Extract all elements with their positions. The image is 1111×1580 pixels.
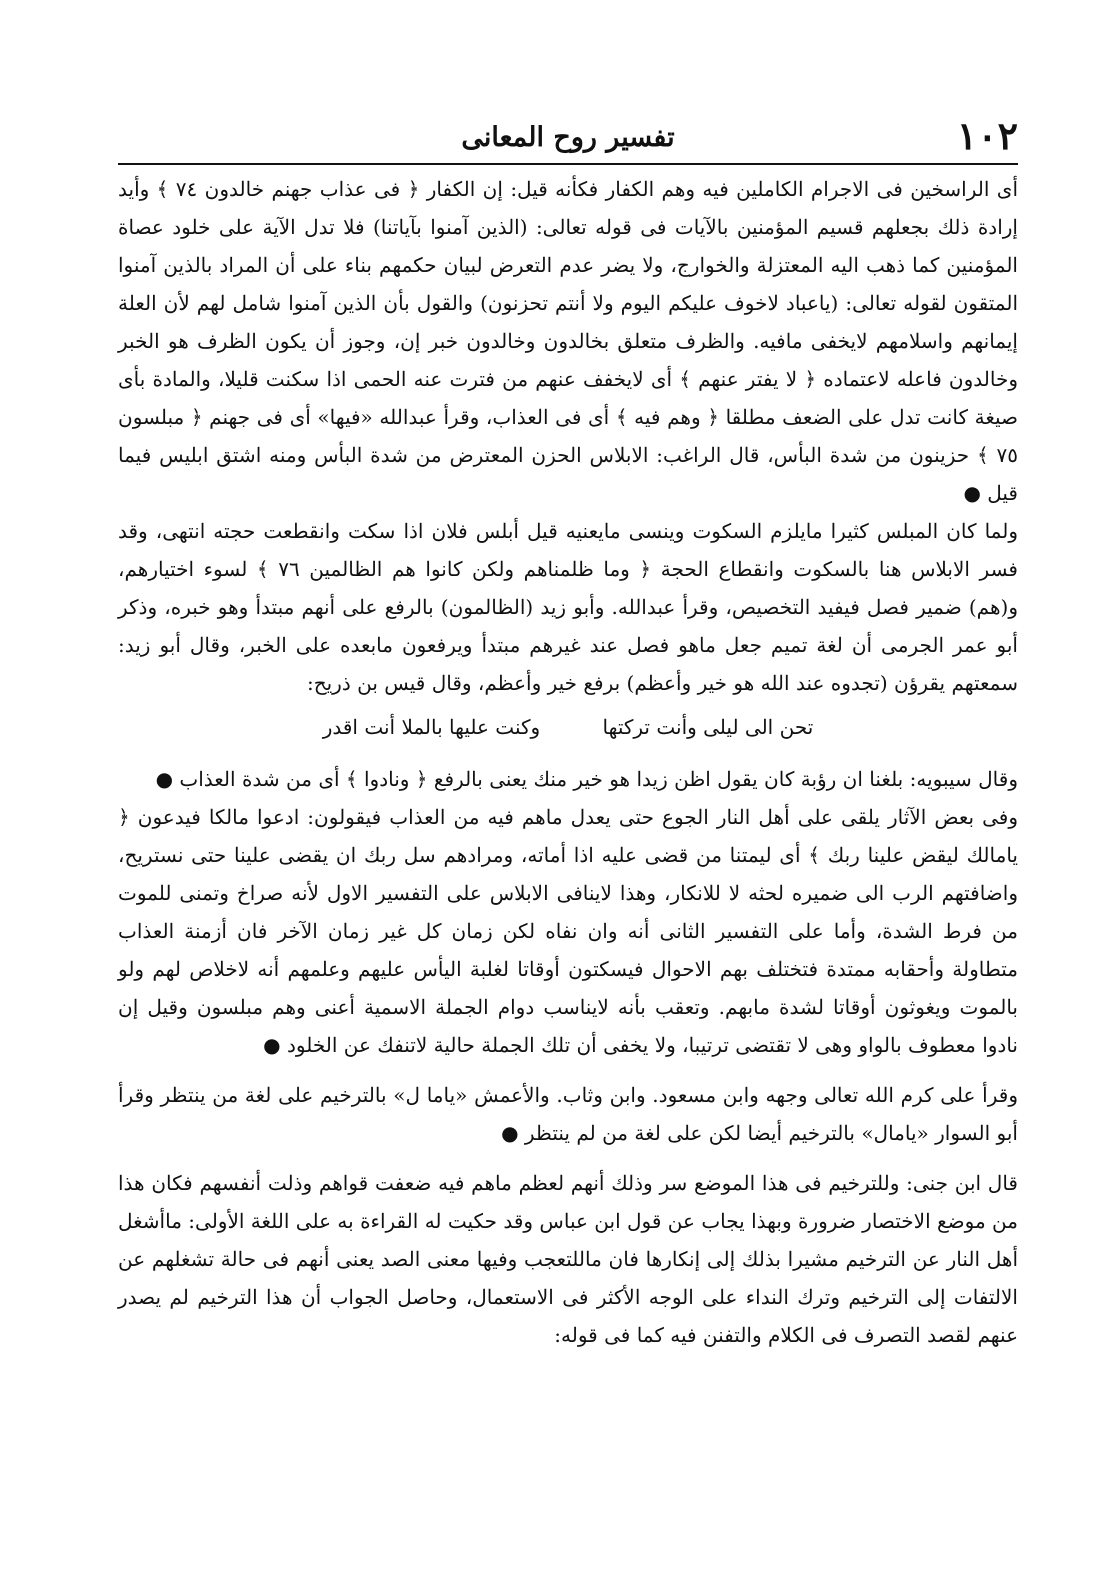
page-body <box>118 170 1018 1354</box>
page-number: ١٠٢ <box>956 113 1018 158</box>
verse-hemistich-second: وكنت عليها بالملا أنت اقدر <box>322 715 541 739</box>
running-title: تفسير روح المعانى <box>461 122 675 153</box>
verse-hemistich-first: تحن الى ليلى وأنت تركتها <box>602 715 814 739</box>
paragraph: قال ابن جنى: وللترخيم فى هذا الموضع سر وذلك أنهم لعظم ماهم فيه ضعفت قواهم وذلت أنفسهم فكان هذا من موضع الاختصار ضرورة وبهذا يجاب عن قول ابن عباس وقد حكيت له القراءة به على اللغة الأولى: ماأشغل أهل النار عن الترخيم مشيرا بذلك إلى إنكارها فان ماللتعجب وفيها معنى الصد يعنى أنهم فى حالة تشغلهم عن الالتفات إلى الترخيم وترك النداء على الوجه الأكثر فى الاستعمال، وحاصل الجواب أن هذا الترخيم لم يصدر عنهم لقصد التصرف فى الكلام والتفنن فيه كما فى قوله: <box>118 1171 1018 1347</box>
paragraph: ولما كان المبلس كثيرا مايلزم السكوت وينسى مايعنيه قيل أبلس فلان اذا سكت وانقطعت حجته انتهى، وقد فسر الابلاس هنا بالسكوت وانقطاع الحجة ﴿ وما ظلمناهم ولكن كانوا هم الظالمين ٧٦ ﴾ لسوء اختيارهم، و(هم) ضمير فصل فيفيد التخصيص، وقرأ عبدالله. وأبو زيد (الظالمون) بالرفع على أنهم مبتدأ وهو خبره، وذكر أبو عمر الجرمى أن لغة تميم جعل ماهو فصل عند غيرهم مبتدأ ويرفعون مابعده على الخبر، وقال أبو زيد: سمعتهم يقرؤن (تجدوه عند الله هو خير وأعظم) برفع خير وأعظم، وقال قيس بن ذريح: <box>118 519 1018 695</box>
poetry-verse <box>118 708 1018 746</box>
paragraph: وقرأ على كرم الله تعالى وجهه وابن مسعود. وابن وثاب. والأعمش «ياما ل» بالترخيم على لغة من ينتظر وقرأ أبو السوار «يامال» بالترخيم أيضا لكن على لغة من لم ينتظر ● <box>118 1083 1018 1145</box>
paragraph: وفى بعض الآثار يلقى على أهل النار الجوع حتى يعدل ماهم فيه من العذاب فيقولون: ادعوا مالكا فيدعون ﴿ يامالك ليقض علينا ربك ﴾ أى ليمتنا من قضى عليه اذا أماته، ومرادهم سل ربك ان يقضى علينا حتى نستريح، واضافتهم الرب الى ضميره لحثه لا للانكار، وهذا لاينافى الابلاس على التفسير الاول لأنه صراخ وتمنى للموت من فرط الشدة، وأما على التفسير الثانى أنه وان نفاه لكن زمان كل غير زمان الآخر فان أزمنة العذاب متطاولة وأحقابه ممتدة فتختلف بهم الاحوال فيسكتون أوقاتا لغلبة اليأس عليهم وعلمهم أنه لاخلاص لهم ولو بالموت ويغوثون أوقاتا لشدة مابهم. وتعقب بأنه لايناسب دوام الجملة الاسمية أعنى وهم مبلسون وقيل إن نادوا معطوف بالواو وهى لا تقتضى ترتيبا، ولا يخفى أن تلك الجملة حالية لاتنفك عن الخلود ● <box>118 805 1018 1057</box>
paragraph: وقال سيبويه: بلغنا ان رؤبة كان يقول اظن زيدا هو خير منك يعنى بالرفع ﴿ ونادوا ﴾ أى من شدة العذاب ● <box>155 767 1018 791</box>
paragraph: أى الراسخين فى الاجرام الكاملين فيه وهم الكفار فكأنه قيل: إن الكفار ﴿ فى عذاب جهنم خالدون ٧٤ ﴾ وأيد إرادة ذلك بجعلهم قسيم المؤمنين بالآيات فى قوله تعالى: (الذين آمنوا بآياتنا) فلا تدل الآية على خلود عصاة المؤمنين كما ذهب اليه المعتزلة والخوارج، ولا يضر عدم التعرض لبيان حكمهم بناء على أن المراد بالذين آمنوا المتقون لقوله تعالى: (ياعباد لاخوف عليكم اليوم ولا أنتم تحزنون) والقول بأن الذين آمنوا شامل لهم لأن العلة إيمانهم واسلامهم لايخفى مافيه. والظرف متعلق بخالدون وخالدون خبر إن، وجوز أن يكون الظرف هو الخبر وخالدون فاعله لاعتماده ﴿ لا يفتر عنهم ﴾ أى لايخفف عنهم من فترت عنه الحمى اذا سكنت قليلا، والمادة بأى صيغة كانت تدل على الضعف مطلقا ﴿ وهم فيه ﴾ أى فى العذاب، وقرأ عبدالله «فيها» أى فى جهنم ﴿ مبلسون ٧٥ ﴾ حزينون من شدة البأس، قال الراغب: الابلاس الحزن المعترض من شدة البأس ومنه اشتق ابليس فيما قيل ● <box>118 177 1019 505</box>
header-rule <box>118 163 1018 165</box>
page-header <box>118 112 1018 164</box>
